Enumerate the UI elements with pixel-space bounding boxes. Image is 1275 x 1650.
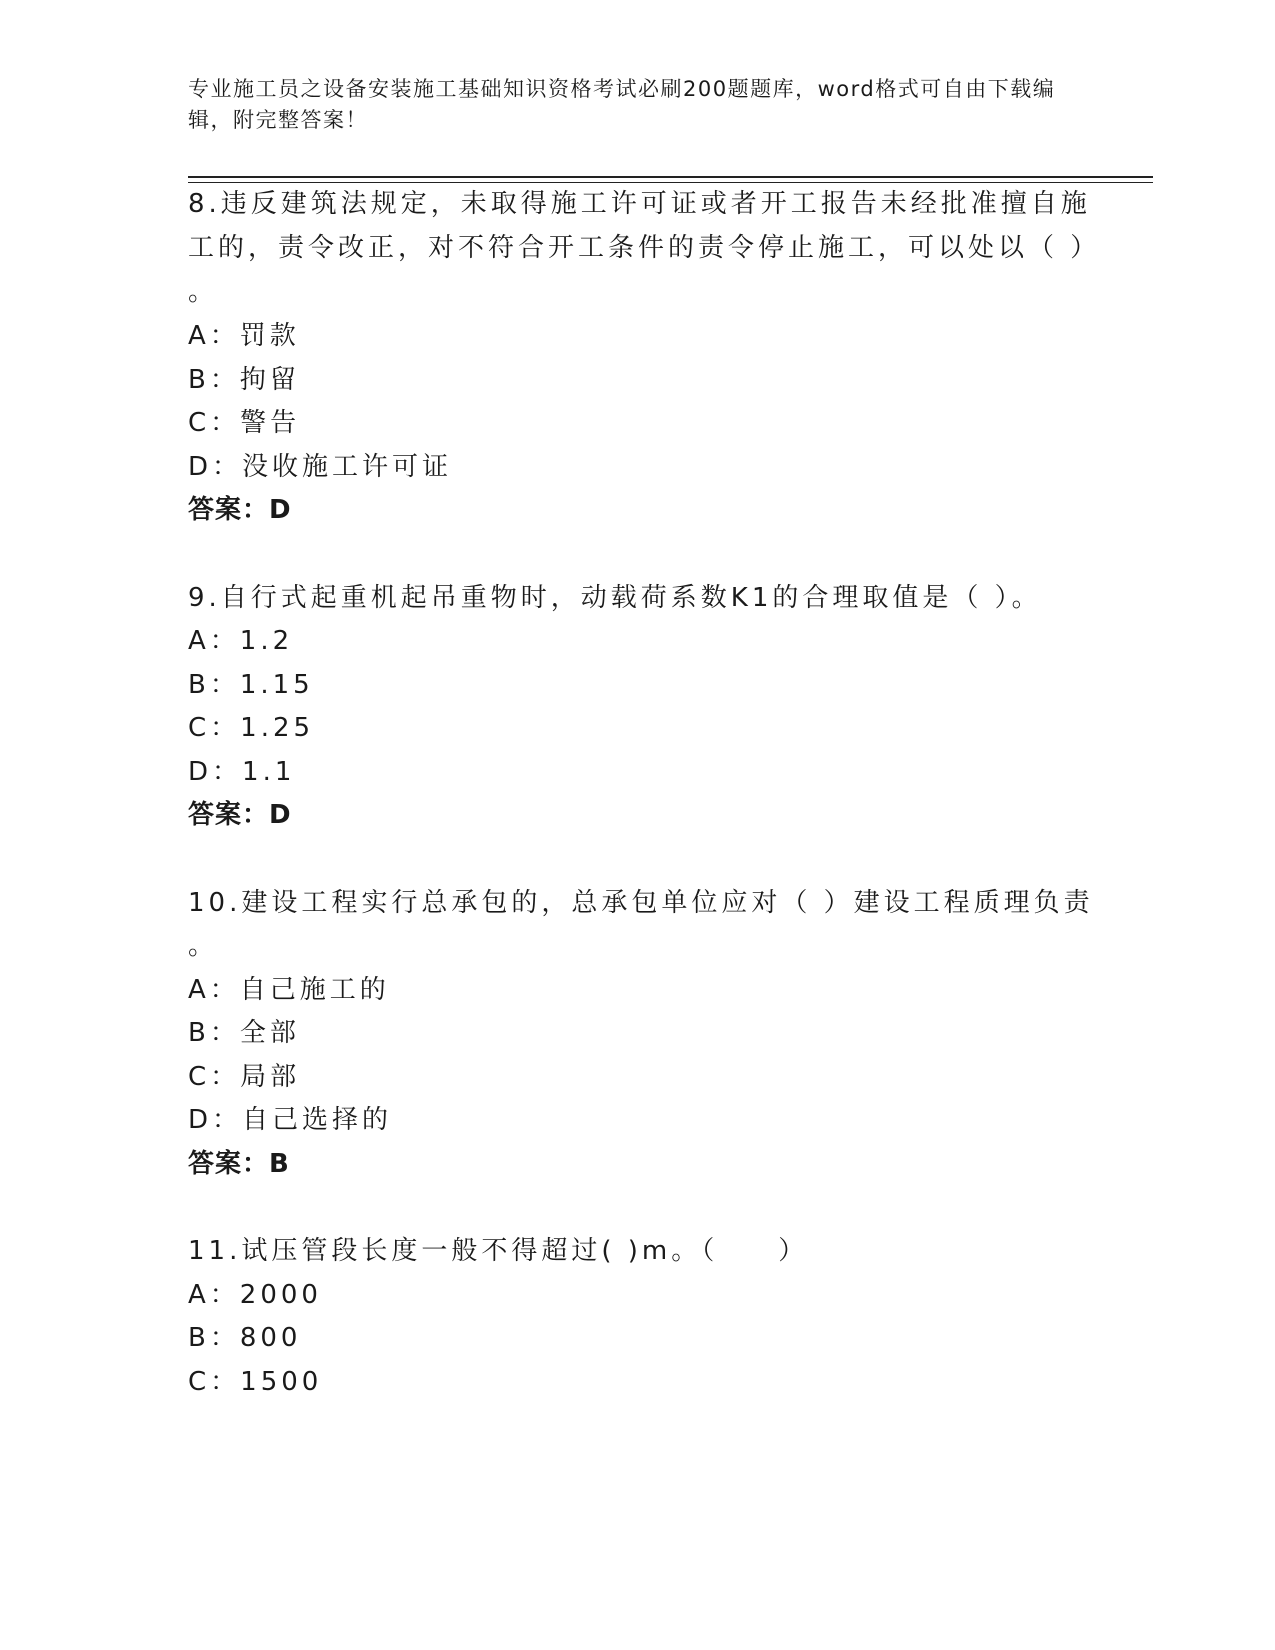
question-9-option-b: B：1.15: [188, 670, 314, 700]
question-10-option-c: C：局部: [188, 1062, 301, 1092]
question-9-option-d: D：1.1: [188, 757, 296, 787]
question-11-option-c: C：1500: [188, 1367, 323, 1397]
header-divider-thick: [188, 176, 1153, 178]
question-9-stem-line-1: 9.自行式起重机起吊重物时，动载荷系数K1的合理取值是（ ）。: [188, 583, 1042, 613]
question-8-option-d: D：没收施工许可证: [188, 452, 453, 482]
question-11-stem-line-1: 11.试压管段长度一般不得超过( )m。（ ）: [188, 1236, 809, 1266]
question-10-option-b: B：全部: [188, 1018, 300, 1048]
question-9-option-c: C：1.25: [188, 713, 315, 743]
question-8-option-b: B：拘留: [188, 365, 300, 395]
question-8-stem-line-1: 8.违反建筑法规定，未取得施工许可证或者开工报告未经批准擅自施: [188, 189, 1091, 219]
question-8-option-c: C：警告: [188, 408, 301, 438]
question-10-stem-line-1: 10.建设工程实行总承包的，总承包单位应对（ ）建设工程质理负责: [188, 888, 1094, 918]
question-8-option-a: A：罚款: [188, 321, 300, 351]
question-8-stem-line-3: 。: [188, 277, 219, 307]
question-11-option-a: A：2000: [188, 1280, 322, 1310]
document-header: 专业施工员之设备安装施工基础知识资格考试必刷200题题库，word格式可自由下载编辑，附完整答案！: [188, 77, 1056, 132]
question-9-answer: 答案：D: [188, 800, 292, 830]
header-divider-thin: [188, 182, 1153, 183]
question-11-option-b: B：800: [188, 1323, 302, 1353]
question-8-answer: 答案：D: [188, 495, 292, 525]
question-10-option-a: A：自己施工的: [188, 975, 390, 1005]
question-8-stem-line-2: 工的，责令改正，对不符合开工条件的责令停止施工，可以处以（ ）: [188, 233, 1101, 263]
question-10-stem-line-2: 。: [188, 931, 219, 961]
question-9-option-a: A：1.2: [188, 626, 294, 656]
question-10-option-d: D：自己选择的: [188, 1105, 393, 1135]
question-10-answer: 答案：B: [188, 1149, 290, 1179]
